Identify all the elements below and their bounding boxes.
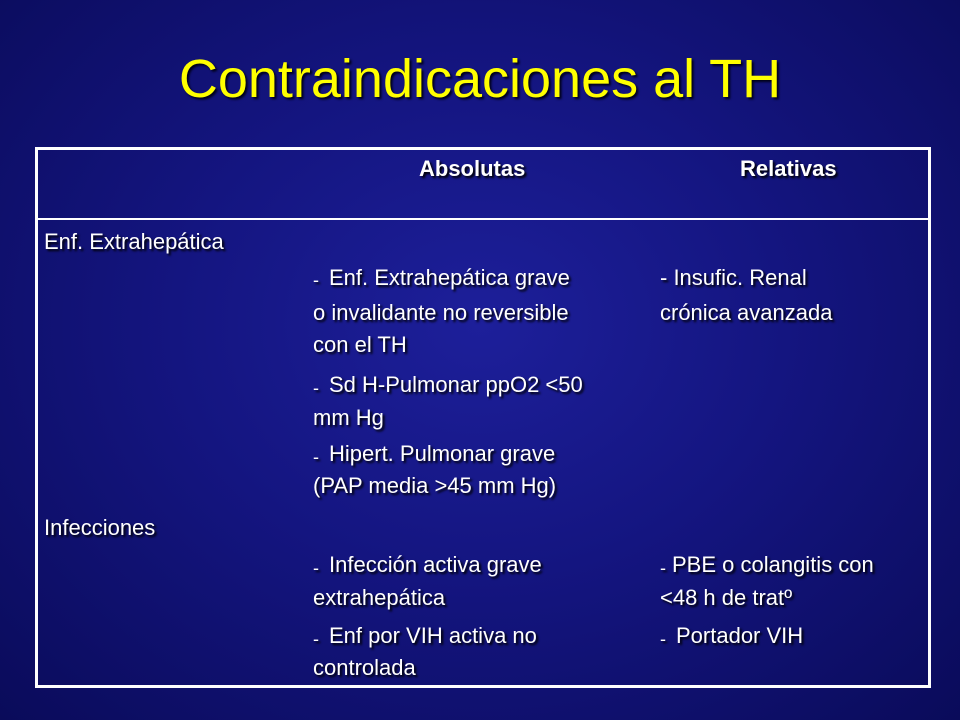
- bullet-dash: -: [660, 629, 666, 649]
- item-line: (PAP media >45 mm Hg): [313, 473, 557, 498]
- header-relativas: Relativas: [740, 156, 837, 181]
- slide-title: Contraindicaciones al TH: [178, 49, 782, 109]
- item-line: Sd H-Pulmonar ppO2 <50: [329, 372, 583, 397]
- item-line: <48 h de tratº: [660, 585, 793, 610]
- item-line: Enf. Extrahepática grave: [329, 265, 570, 290]
- bullet-dash: -: [313, 558, 319, 578]
- item-line: mm Hg: [313, 405, 384, 430]
- bullet-dash: -: [313, 378, 319, 398]
- item-line: crónica avanzada: [660, 300, 833, 325]
- category-extrahepatica: Enf. Extrahepática: [44, 229, 224, 254]
- item-line: con el TH: [313, 332, 407, 357]
- item-line: Enf por VIH activa no: [329, 623, 537, 648]
- bullet-dash: -: [660, 558, 666, 578]
- item-line: controlada: [313, 655, 416, 680]
- header-absolutas: Absolutas: [419, 156, 526, 181]
- bullet-dash: -: [313, 270, 319, 290]
- item-line: Portador VIH: [676, 623, 804, 648]
- bullet-dash: -: [313, 447, 319, 467]
- item-line: Infección activa grave: [329, 552, 542, 577]
- bullet-dash: -: [313, 629, 319, 649]
- item-line: Hipert. Pulmonar grave: [329, 441, 556, 466]
- item-line: - Insufic. Renal: [660, 265, 807, 290]
- category-infecciones: Infecciones: [44, 515, 156, 540]
- item-line: PBE o colangitis con: [672, 552, 874, 577]
- item-line: extrahepática: [313, 585, 446, 610]
- item-line: o invalidante no reversible: [313, 300, 569, 325]
- header-divider: [38, 218, 928, 220]
